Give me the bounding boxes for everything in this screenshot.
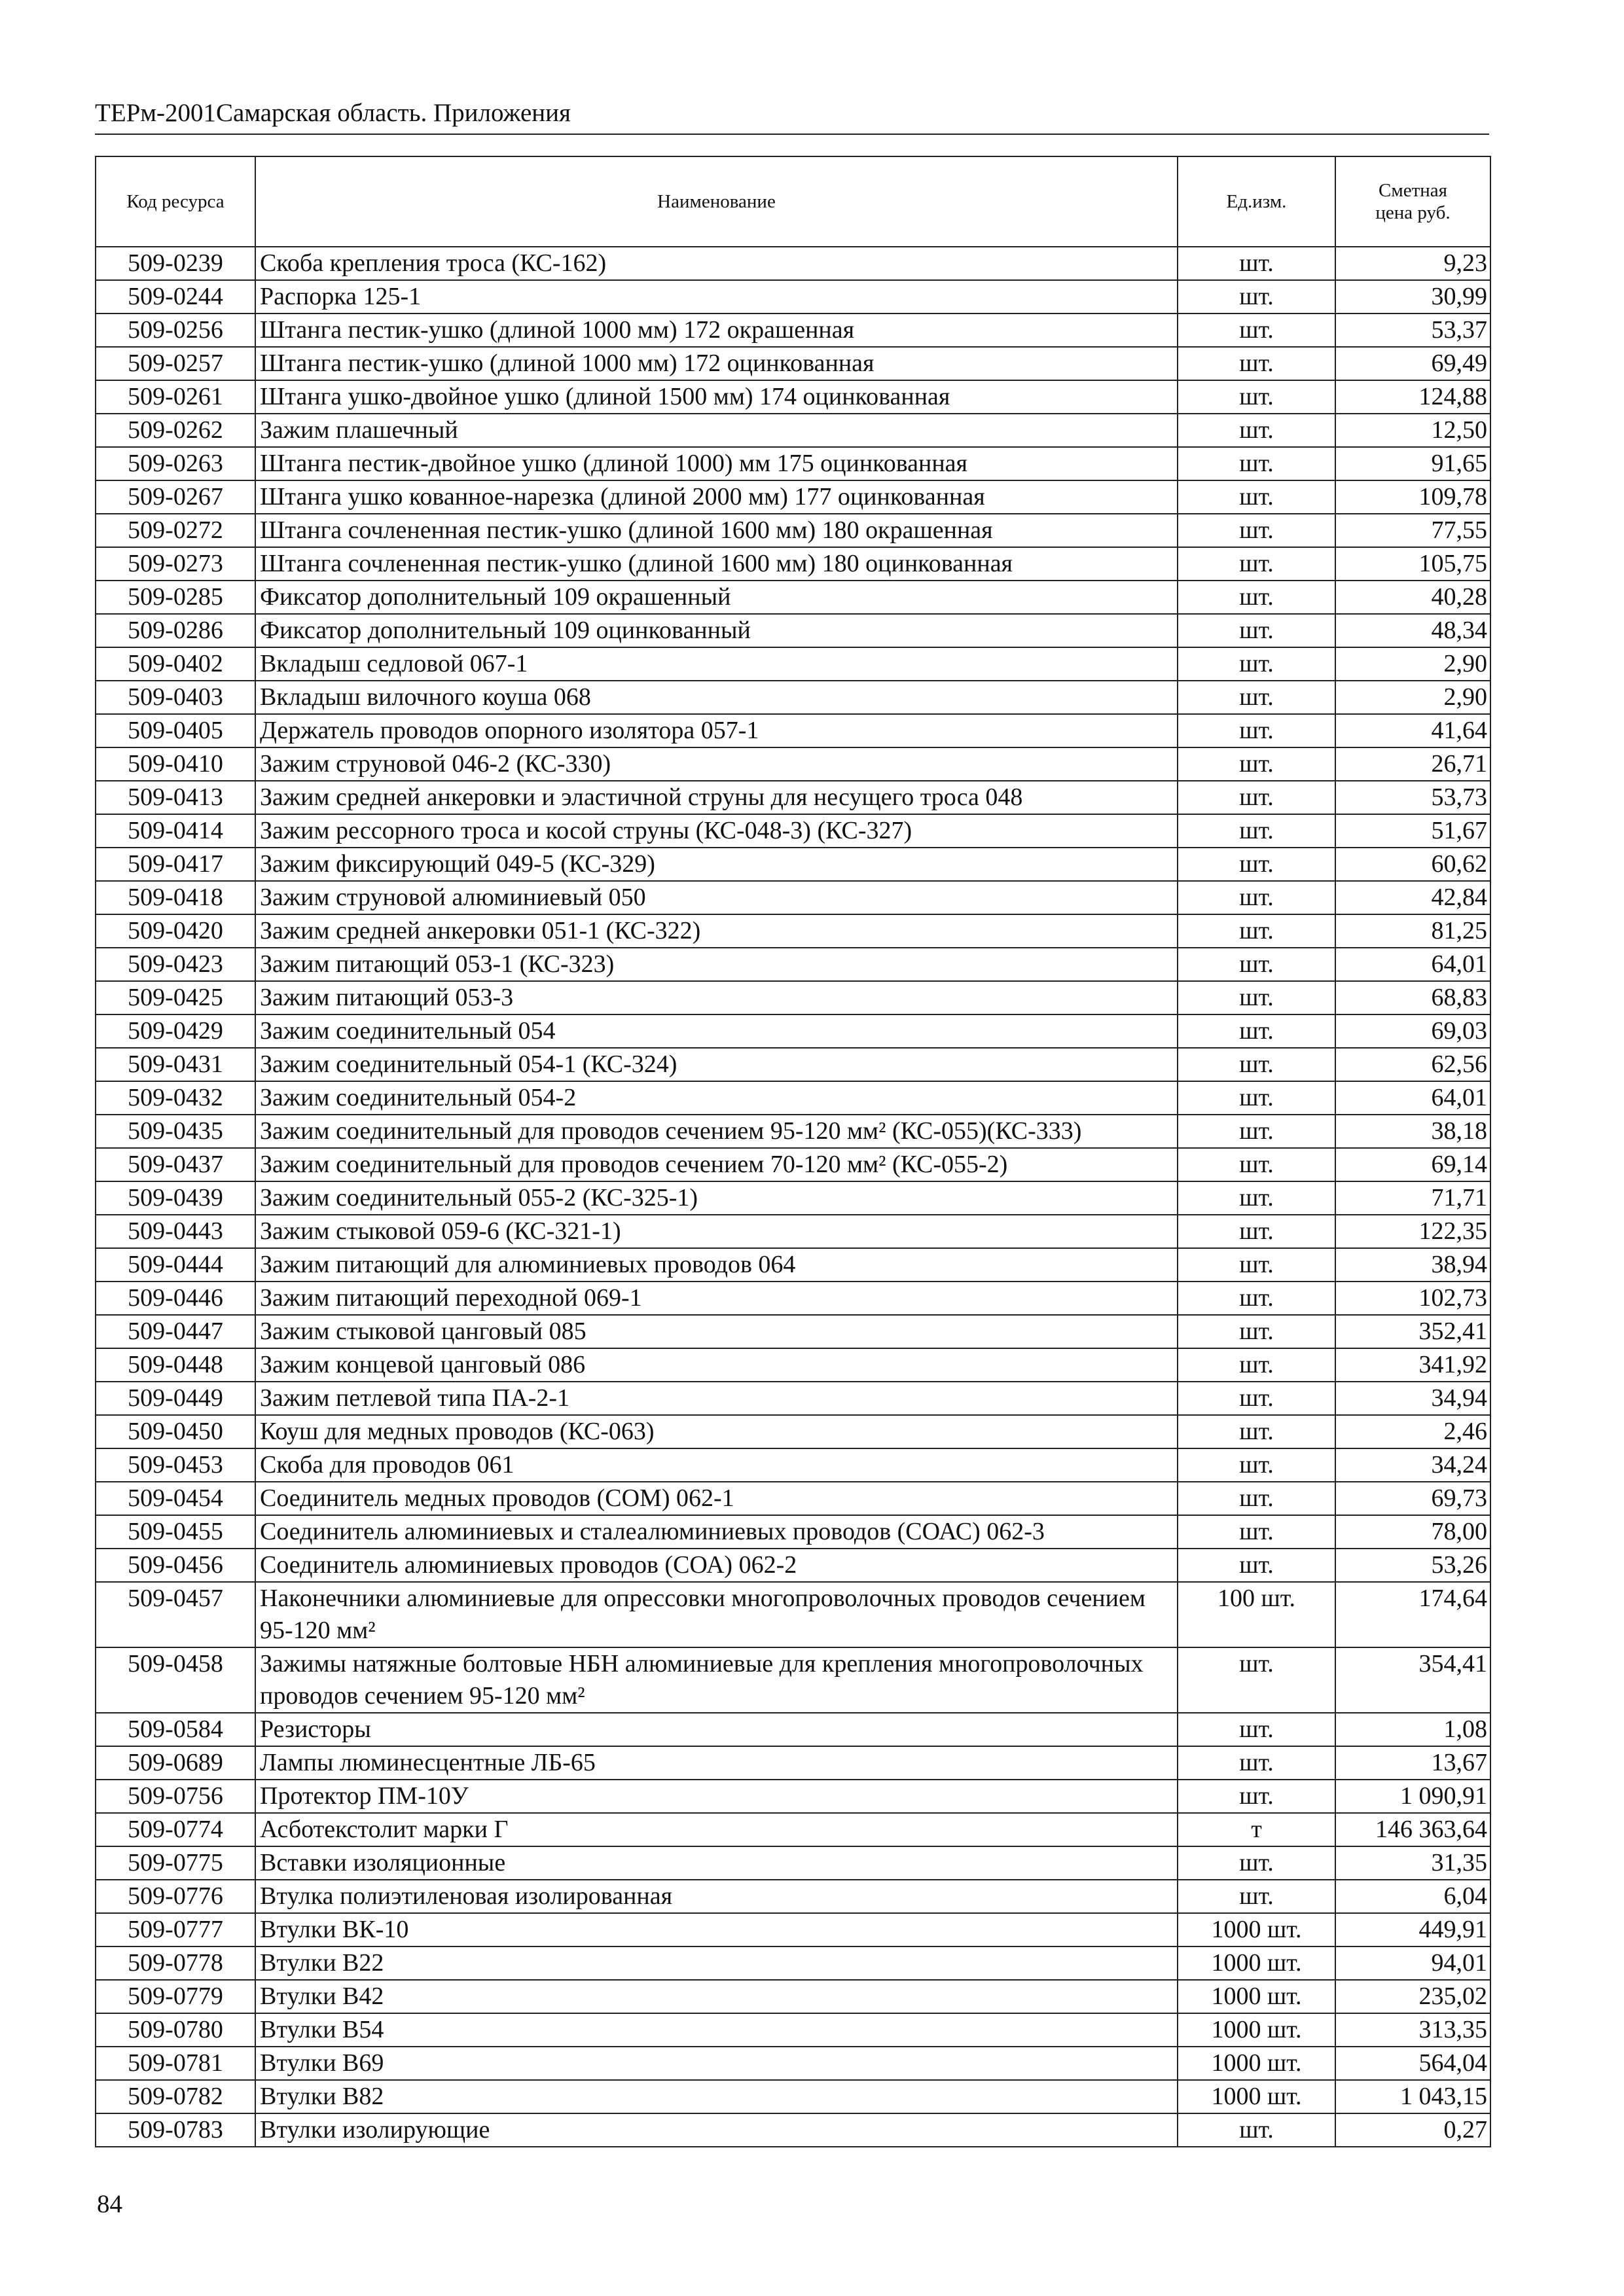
cell-code: 509-0256 xyxy=(96,314,255,347)
table-row xyxy=(96,1582,1490,1647)
cell-unit: шт. xyxy=(1178,681,1335,714)
cell-name: Резисторы xyxy=(255,1713,1178,1746)
cell-price: 0,27 xyxy=(1335,2113,1490,2147)
cell-name: Зажим питающий переходной 069-1 xyxy=(255,1282,1178,1315)
cell-unit: шт. xyxy=(1178,280,1335,314)
cell-price: 2,46 xyxy=(1335,1415,1490,1448)
cell-name: Зажим соединительный для проводов сечением 95-120 мм² (КС-055)(КС-333) xyxy=(255,1115,1178,1148)
cell-name: Зажим питающий 053-1 (КС-323) xyxy=(255,948,1178,981)
cell-name: Штанга ушко кованное-нарезка (длиной 2000 мм) 177 оцинкованная xyxy=(255,480,1178,514)
cell-code: 509-0777 xyxy=(96,1913,255,1946)
table-row xyxy=(96,547,1490,581)
cell-code: 509-0437 xyxy=(96,1148,255,1181)
cell-name: Зажим питающий для алюминиевых проводов 064 xyxy=(255,1248,1178,1282)
cell-name: Соединитель алюминиевых проводов (СОА) 062-2 xyxy=(255,1549,1178,1582)
page-header: ТЕРм-2001Самарская область. Приложения xyxy=(95,97,1489,135)
table-row xyxy=(96,1846,1490,1880)
cell-unit: шт. xyxy=(1178,414,1335,447)
cell-name: Асботекстолит марки Г xyxy=(255,1813,1178,1846)
cell-unit: шт. xyxy=(1178,1647,1335,1713)
cell-name: Втулки В42 xyxy=(255,1980,1178,2013)
cell-price: 34,24 xyxy=(1335,1448,1490,1482)
cell-code: 509-0403 xyxy=(96,681,255,714)
table-row xyxy=(96,1081,1490,1115)
cell-code: 509-0410 xyxy=(96,747,255,781)
cell-price: 102,73 xyxy=(1335,1282,1490,1315)
cell-name: Зажим соединительный 054-2 xyxy=(255,1081,1178,1115)
cell-unit: шт. xyxy=(1178,1115,1335,1148)
table-row xyxy=(96,414,1490,447)
cell-code: 509-0780 xyxy=(96,2013,255,2047)
cell-unit: шт. xyxy=(1178,447,1335,480)
cell-code: 509-0779 xyxy=(96,1980,255,2013)
cell-code: 509-0443 xyxy=(96,1215,255,1248)
cell-name: Зажим петлевой типа ПА-2-1 xyxy=(255,1382,1178,1415)
cell-code: 509-0781 xyxy=(96,2047,255,2080)
cell-price: 94,01 xyxy=(1335,1946,1490,1980)
cell-unit: шт. xyxy=(1178,1282,1335,1315)
table-row xyxy=(96,1014,1490,1048)
cell-price: 26,71 xyxy=(1335,747,1490,781)
cell-price: 62,56 xyxy=(1335,1048,1490,1081)
cell-code: 509-0239 xyxy=(96,247,255,280)
cell-unit: шт. xyxy=(1178,914,1335,948)
table-row xyxy=(96,581,1490,614)
table-row xyxy=(96,2047,1490,2080)
cell-price: 354,41 xyxy=(1335,1647,1490,1713)
table-row xyxy=(96,280,1490,314)
cell-name: Распорка 125-1 xyxy=(255,280,1178,314)
cell-unit: шт. xyxy=(1178,314,1335,347)
cell-price: 77,55 xyxy=(1335,514,1490,547)
cell-code: 509-0431 xyxy=(96,1048,255,1081)
table-row xyxy=(96,1813,1490,1846)
cell-unit: шт. xyxy=(1178,614,1335,647)
cell-name: Зажим стыковой 059-6 (КС-321-1) xyxy=(255,1215,1178,1248)
table-row xyxy=(96,1482,1490,1515)
cell-unit: шт. xyxy=(1178,1515,1335,1549)
table-row xyxy=(96,1913,1490,1946)
cell-unit: шт. xyxy=(1178,581,1335,614)
cell-unit: шт. xyxy=(1178,1482,1335,1515)
cell-unit: шт. xyxy=(1178,1215,1335,1248)
cell-name: Зажим рессорного троса и косой струны (КС-048-3) (КС-327) xyxy=(255,814,1178,848)
table-header-row xyxy=(96,156,1490,247)
cell-code: 509-0285 xyxy=(96,581,255,614)
cell-name: Штанга пестик-двойное ушко (длиной 1000) мм 175 оцинкованная xyxy=(255,447,1178,480)
header-unit: Ед.изм. xyxy=(1178,156,1335,247)
cell-price: 69,49 xyxy=(1335,347,1490,380)
cell-unit: шт. xyxy=(1178,1382,1335,1415)
table-row xyxy=(96,1880,1490,1913)
cell-name: Соединитель алюминиевых и сталеалюминиевых проводов (СОАС) 062-3 xyxy=(255,1515,1178,1549)
cell-unit: 1000 шт. xyxy=(1178,1980,1335,2013)
cell-unit: шт. xyxy=(1178,1081,1335,1115)
cell-name: Зажим соединительный для проводов сечением 70-120 мм² (КС-055-2) xyxy=(255,1148,1178,1181)
cell-code: 509-0756 xyxy=(96,1780,255,1813)
cell-name: Держатель проводов опорного изолятора 057-1 xyxy=(255,714,1178,747)
header-name: Наименование xyxy=(255,156,1178,247)
cell-code: 509-0417 xyxy=(96,848,255,881)
table-row xyxy=(96,1248,1490,1282)
cell-code: 509-0423 xyxy=(96,948,255,981)
cell-name: Втулки В22 xyxy=(255,1946,1178,1980)
cell-unit: шт. xyxy=(1178,1181,1335,1215)
cell-unit: шт. xyxy=(1178,747,1335,781)
table-row xyxy=(96,1980,1490,2013)
table-row xyxy=(96,747,1490,781)
cell-code: 509-0244 xyxy=(96,280,255,314)
cell-unit: шт. xyxy=(1178,1880,1335,1913)
table-row xyxy=(96,647,1490,681)
table-row xyxy=(96,1515,1490,1549)
cell-unit: шт. xyxy=(1178,714,1335,747)
cell-price: 2,90 xyxy=(1335,647,1490,681)
cell-unit: шт. xyxy=(1178,547,1335,581)
cell-name: Втулки ВК-10 xyxy=(255,1913,1178,1946)
cell-unit: шт. xyxy=(1178,881,1335,914)
cell-code: 509-0273 xyxy=(96,547,255,581)
cell-price: 71,71 xyxy=(1335,1181,1490,1215)
cell-name: Наконечники алюминиевые для опрессовки многопроволочных проводов сечением 95-120 мм² xyxy=(255,1582,1178,1647)
cell-code: 509-0418 xyxy=(96,881,255,914)
cell-price: 146 363,64 xyxy=(1335,1813,1490,1846)
cell-code: 509-0444 xyxy=(96,1248,255,1282)
cell-unit: шт. xyxy=(1178,814,1335,848)
cell-name: Зажим средней анкеровки и эластичной струны для несущего троса 048 xyxy=(255,781,1178,814)
cell-name: Зажим соединительный 054 xyxy=(255,1014,1178,1048)
cell-unit: шт. xyxy=(1178,1248,1335,1282)
cell-code: 509-0774 xyxy=(96,1813,255,1846)
table-row xyxy=(96,347,1490,380)
cell-code: 509-0449 xyxy=(96,1382,255,1415)
cell-price: 53,26 xyxy=(1335,1549,1490,1582)
table-row xyxy=(96,1115,1490,1148)
table-row xyxy=(96,914,1490,948)
cell-unit: шт. xyxy=(1178,1846,1335,1880)
cell-code: 509-0425 xyxy=(96,981,255,1014)
cell-price: 174,64 xyxy=(1335,1582,1490,1647)
price-table xyxy=(95,156,1491,2147)
table-row xyxy=(96,1549,1490,1582)
cell-unit: шт. xyxy=(1178,1713,1335,1746)
cell-name: Зажим соединительный 054-1 (КС-324) xyxy=(255,1048,1178,1081)
cell-price: 53,37 xyxy=(1335,314,1490,347)
table-row xyxy=(96,514,1490,547)
cell-price: 1 090,91 xyxy=(1335,1780,1490,1813)
table-row xyxy=(96,1713,1490,1746)
table-row xyxy=(96,380,1490,414)
table-row xyxy=(96,1282,1490,1315)
table-row xyxy=(96,480,1490,514)
cell-name: Зажим питающий 053-3 xyxy=(255,981,1178,1014)
cell-unit: шт. xyxy=(1178,380,1335,414)
cell-name: Втулки В82 xyxy=(255,2080,1178,2113)
table-row xyxy=(96,314,1490,347)
cell-price: 122,35 xyxy=(1335,1215,1490,1248)
cell-name: Скоба для проводов 061 xyxy=(255,1448,1178,1482)
cell-code: 509-0778 xyxy=(96,1946,255,1980)
cell-unit: шт. xyxy=(1178,1048,1335,1081)
cell-unit: шт. xyxy=(1178,1148,1335,1181)
header-price: Сметная цена руб. xyxy=(1335,156,1490,247)
cell-name: Штанга пестик-ушко (длиной 1000 мм) 172 окрашенная xyxy=(255,314,1178,347)
cell-name: Штанга пестик-ушко (длиной 1000 мм) 172 оцинкованная xyxy=(255,347,1178,380)
table-row xyxy=(96,247,1490,280)
cell-name: Вкладыш вилочного коуша 068 xyxy=(255,681,1178,714)
cell-unit: шт. xyxy=(1178,781,1335,814)
cell-code: 509-0420 xyxy=(96,914,255,948)
cell-name: Зажим плашечный xyxy=(255,414,1178,447)
cell-name: Фиксатор дополнительный 109 окрашенный xyxy=(255,581,1178,614)
table-row xyxy=(96,1181,1490,1215)
cell-unit: шт. xyxy=(1178,1348,1335,1382)
cell-unit: 1000 шт. xyxy=(1178,2047,1335,2080)
table-row xyxy=(96,948,1490,981)
table-row xyxy=(96,681,1490,714)
cell-name: Зажим струновой алюминиевый 050 xyxy=(255,881,1178,914)
table-row xyxy=(96,814,1490,848)
table-row xyxy=(96,1647,1490,1713)
cell-code: 509-0262 xyxy=(96,414,255,447)
table-row xyxy=(96,1946,1490,1980)
cell-name: Вкладыш седловой 067-1 xyxy=(255,647,1178,681)
cell-name: Зажимы натяжные болтовые НБН алюминиевые для крепления многопроволочных проводов сечением 95-120 мм² xyxy=(255,1647,1178,1713)
cell-price: 13,67 xyxy=(1335,1746,1490,1780)
table-row xyxy=(96,848,1490,881)
cell-code: 509-0447 xyxy=(96,1315,255,1348)
cell-price: 449,91 xyxy=(1335,1913,1490,1946)
cell-unit: шт. xyxy=(1178,1315,1335,1348)
cell-code: 509-0405 xyxy=(96,714,255,747)
cell-price: 6,04 xyxy=(1335,1880,1490,1913)
cell-code: 509-0257 xyxy=(96,347,255,380)
cell-name: Втулка полиэтиленовая изолированная xyxy=(255,1880,1178,1913)
cell-price: 69,73 xyxy=(1335,1482,1490,1515)
cell-unit: шт. xyxy=(1178,848,1335,881)
cell-price: 1 043,15 xyxy=(1335,2080,1490,2113)
cell-unit: т xyxy=(1178,1813,1335,1846)
cell-price: 34,94 xyxy=(1335,1382,1490,1415)
cell-unit: шт. xyxy=(1178,480,1335,514)
cell-unit: 1000 шт. xyxy=(1178,1946,1335,1980)
cell-name: Втулки изолирующие xyxy=(255,2113,1178,2147)
cell-code: 509-0448 xyxy=(96,1348,255,1382)
table-row xyxy=(96,781,1490,814)
cell-code: 509-0458 xyxy=(96,1647,255,1713)
cell-price: 31,35 xyxy=(1335,1846,1490,1880)
cell-unit: шт. xyxy=(1178,1415,1335,1448)
cell-price: 81,25 xyxy=(1335,914,1490,948)
cell-name: Зажим концевой цанговый 086 xyxy=(255,1348,1178,1382)
table-row xyxy=(96,1148,1490,1181)
cell-price: 48,34 xyxy=(1335,614,1490,647)
cell-code: 509-0450 xyxy=(96,1415,255,1448)
cell-unit: шт. xyxy=(1178,948,1335,981)
cell-code: 509-0689 xyxy=(96,1746,255,1780)
cell-unit: шт. xyxy=(1178,1746,1335,1780)
cell-price: 78,00 xyxy=(1335,1515,1490,1549)
cell-price: 38,18 xyxy=(1335,1115,1490,1148)
table-row xyxy=(96,1315,1490,1348)
cell-price: 352,41 xyxy=(1335,1315,1490,1348)
table-row xyxy=(96,1780,1490,1813)
cell-unit: шт. xyxy=(1178,1549,1335,1582)
cell-code: 509-0286 xyxy=(96,614,255,647)
table-row xyxy=(96,614,1490,647)
table-row xyxy=(96,2080,1490,2113)
cell-price: 60,62 xyxy=(1335,848,1490,881)
table-row xyxy=(96,881,1490,914)
table-row xyxy=(96,1415,1490,1448)
cell-price: 12,50 xyxy=(1335,414,1490,447)
cell-name: Фиксатор дополнительный 109 оцинкованный xyxy=(255,614,1178,647)
table-row xyxy=(96,2013,1490,2047)
cell-code: 509-0402 xyxy=(96,647,255,681)
cell-unit: шт. xyxy=(1178,347,1335,380)
cell-price: 105,75 xyxy=(1335,547,1490,581)
cell-price: 51,67 xyxy=(1335,814,1490,848)
cell-unit: шт. xyxy=(1178,647,1335,681)
table-row xyxy=(96,447,1490,480)
cell-price: 69,14 xyxy=(1335,1148,1490,1181)
cell-name: Коуш для медных проводов (КС-063) xyxy=(255,1415,1178,1448)
cell-code: 509-0455 xyxy=(96,1515,255,1549)
cell-unit: шт. xyxy=(1178,2113,1335,2147)
cell-name: Зажим соединительный 055-2 (КС-325-1) xyxy=(255,1181,1178,1215)
cell-price: 30,99 xyxy=(1335,280,1490,314)
cell-price: 2,90 xyxy=(1335,681,1490,714)
cell-unit: шт. xyxy=(1178,1014,1335,1048)
cell-price: 41,64 xyxy=(1335,714,1490,747)
cell-unit: 1000 шт. xyxy=(1178,2013,1335,2047)
cell-unit: шт. xyxy=(1178,247,1335,280)
cell-name: Зажим фиксирующий 049-5 (КС-329) xyxy=(255,848,1178,881)
cell-unit: шт. xyxy=(1178,1780,1335,1813)
cell-price: 564,04 xyxy=(1335,2047,1490,2080)
table-row xyxy=(96,1048,1490,1081)
table-row xyxy=(96,981,1490,1014)
cell-name: Штанга ушко-двойное ушко (длиной 1500 мм) 174 оцинкованная xyxy=(255,380,1178,414)
cell-price: 68,83 xyxy=(1335,981,1490,1014)
cell-code: 509-0413 xyxy=(96,781,255,814)
cell-code: 509-0446 xyxy=(96,1282,255,1315)
cell-name: Зажим средней анкеровки 051-1 (КС-322) xyxy=(255,914,1178,948)
cell-name: Штанга сочлененная пестик-ушко (длиной 1600 мм) 180 оцинкованная xyxy=(255,547,1178,581)
cell-code: 509-0457 xyxy=(96,1582,255,1647)
cell-code: 509-0414 xyxy=(96,814,255,848)
cell-name: Зажим струновой 046-2 (КС-330) xyxy=(255,747,1178,781)
cell-code: 509-0775 xyxy=(96,1846,255,1880)
cell-code: 509-0776 xyxy=(96,1880,255,1913)
cell-price: 69,03 xyxy=(1335,1014,1490,1048)
cell-code: 509-0435 xyxy=(96,1115,255,1148)
cell-price: 124,88 xyxy=(1335,380,1490,414)
table-row xyxy=(96,1382,1490,1415)
cell-code: 509-0261 xyxy=(96,380,255,414)
cell-code: 509-0263 xyxy=(96,447,255,480)
cell-name: Зажим стыковой цанговый 085 xyxy=(255,1315,1178,1348)
cell-price: 109,78 xyxy=(1335,480,1490,514)
cell-name: Вставки изоляционные xyxy=(255,1846,1178,1880)
cell-code: 509-0429 xyxy=(96,1014,255,1048)
cell-price: 313,35 xyxy=(1335,2013,1490,2047)
cell-price: 1,08 xyxy=(1335,1713,1490,1746)
cell-unit: шт. xyxy=(1178,514,1335,547)
cell-name: Втулки В54 xyxy=(255,2013,1178,2047)
cell-name: Скоба крепления троса (КС-162) xyxy=(255,247,1178,280)
cell-price: 40,28 xyxy=(1335,581,1490,614)
cell-code: 509-0454 xyxy=(96,1482,255,1515)
cell-price: 42,84 xyxy=(1335,881,1490,914)
cell-code: 509-0453 xyxy=(96,1448,255,1482)
cell-unit: шт. xyxy=(1178,1448,1335,1482)
cell-name: Соединитель медных проводов (СОМ) 062-1 xyxy=(255,1482,1178,1515)
cell-price: 53,73 xyxy=(1335,781,1490,814)
cell-name: Штанга сочлененная пестик-ушко (длиной 1600 мм) 180 окрашенная xyxy=(255,514,1178,547)
table-row xyxy=(96,1348,1490,1382)
cell-name: Втулки В69 xyxy=(255,2047,1178,2080)
table-row xyxy=(96,2113,1490,2147)
cell-code: 509-0267 xyxy=(96,480,255,514)
cell-price: 64,01 xyxy=(1335,1081,1490,1115)
cell-price: 235,02 xyxy=(1335,1980,1490,2013)
table-row xyxy=(96,1215,1490,1248)
cell-code: 509-0432 xyxy=(96,1081,255,1115)
cell-price: 341,92 xyxy=(1335,1348,1490,1382)
cell-code: 509-0783 xyxy=(96,2113,255,2147)
cell-price: 9,23 xyxy=(1335,247,1490,280)
cell-code: 509-0439 xyxy=(96,1181,255,1215)
table-row xyxy=(96,1746,1490,1780)
cell-code: 509-0456 xyxy=(96,1549,255,1582)
header-code: Код ресурса xyxy=(96,156,255,247)
cell-price: 38,94 xyxy=(1335,1248,1490,1282)
table-row xyxy=(96,714,1490,747)
cell-code: 509-0272 xyxy=(96,514,255,547)
cell-name: Лампы люминесцентные ЛБ-65 xyxy=(255,1746,1178,1780)
table-row xyxy=(96,1448,1490,1482)
cell-unit: 1000 шт. xyxy=(1178,1913,1335,1946)
cell-price: 91,65 xyxy=(1335,447,1490,480)
cell-name: Протектор ПМ-10У xyxy=(255,1780,1178,1813)
page-number: 84 xyxy=(97,2190,122,2218)
cell-unit: 100 шт. xyxy=(1178,1582,1335,1647)
cell-code: 509-0584 xyxy=(96,1713,255,1746)
cell-price: 64,01 xyxy=(1335,948,1490,981)
cell-unit: 1000 шт. xyxy=(1178,2080,1335,2113)
cell-unit: шт. xyxy=(1178,981,1335,1014)
cell-code: 509-0782 xyxy=(96,2080,255,2113)
